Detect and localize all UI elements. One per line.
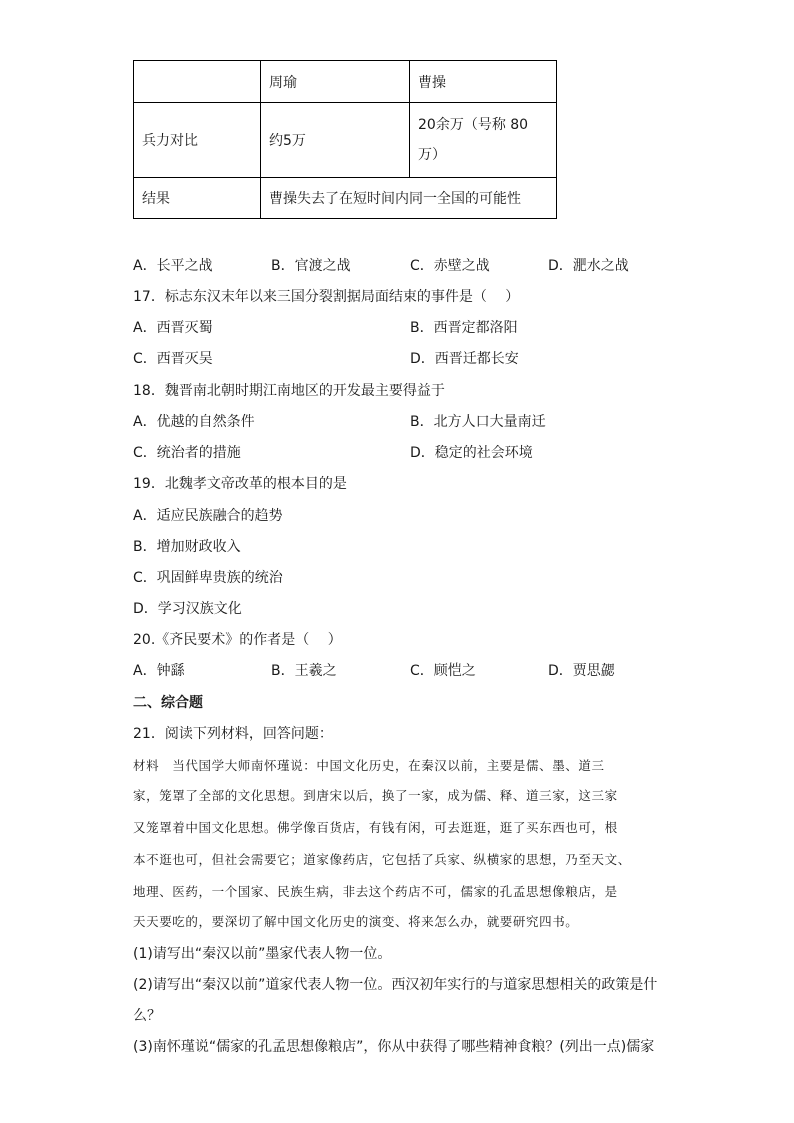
- option-b: B．增加财政收入: [133, 539, 241, 555]
- option-c: C．赤壁之战: [410, 258, 490, 274]
- option-b: B．王羲之: [271, 663, 337, 679]
- material-line: 本不逛也可，但社会需要它；道家像药店，它包括了兵家、纵横家的思想，乃至天文、: [133, 852, 631, 867]
- table-cell-result: 曹操失去了在短时间内同一全国的可能性: [261, 178, 557, 219]
- table-header-row: [134, 61, 557, 103]
- option-d: D．稳定的社会环境: [410, 445, 533, 461]
- table-cell-caocao-line2: 万）: [418, 147, 446, 163]
- option-a: A．西晋灭蜀: [133, 320, 213, 336]
- material-line: 天天要吃的，要深切了解中国文化历史的演变、将来怎么办，就要研究四书。: [133, 914, 579, 929]
- table-header-empty: [134, 61, 261, 103]
- table-row-strength: [134, 103, 557, 178]
- sub-question-3: (3)南怀瑾说“儒家的孔孟思想像粮店”，你从中获得了哪些精神食粮？(列出一点)儒家: [133, 1039, 655, 1055]
- option-a: A．适应民族融合的趋势: [133, 508, 283, 524]
- table-cell-zhouyu: 约5万: [261, 103, 410, 178]
- option-b: B．官渡之战: [271, 258, 351, 274]
- material-line: 材料 当代国学大师南怀瑾说：中国文化历史，在秦汉以前，主要是儒、墨、道三: [133, 758, 605, 773]
- option-c: C．统治者的措施: [133, 445, 241, 461]
- sub-question-1: (1)请写出“秦汉以前”墨家代表人物一位。: [133, 946, 392, 962]
- option-c: C．顾恺之: [410, 663, 476, 679]
- option-a: A．长平之战: [133, 258, 213, 274]
- option-b: B．北方人口大量南迁: [410, 414, 546, 430]
- table-cell-caocao: [410, 103, 557, 178]
- material-line: 家，笼罩了全部的文化思想。到唐宋以后，换了一家，成为儒、释、道三家，这三家: [133, 788, 618, 803]
- option-c: C．巩固鲜卑贵族的统治: [133, 570, 283, 586]
- question-18-stem: 18．魏晋南北朝时期江南地区的开发最主要得益于: [133, 383, 445, 399]
- material-line: 又笼罩着中国文化思想。佛学像百货店，有钱有闲，可去逛逛，逛了买东西也可，根: [133, 820, 618, 835]
- option-d: D．西晋迁都长安: [410, 351, 519, 367]
- option-a: A．优越的自然条件: [133, 414, 255, 430]
- sub-question-2-cont: 么？: [133, 1008, 161, 1024]
- question-19-stem: 19．北魏孝文帝改革的根本目的是: [133, 476, 347, 492]
- option-d: D．淝水之战: [548, 258, 629, 274]
- question-20-stem: 20.《齐民要术》的作者是（ ）: [133, 632, 342, 648]
- option-a: A．钟繇: [133, 663, 185, 679]
- table-header-zhouyu: 周瑜: [261, 61, 410, 103]
- sub-question-2: (2)请写出“秦汉以前”道家代表人物一位。西汉初年实行的与道家思想相关的政策是什: [133, 977, 658, 993]
- table-cell-label: 结果: [134, 178, 261, 219]
- option-d: D．贾思勰: [548, 663, 615, 679]
- question-21-stem: 21．阅读下列材料，回答问题：: [133, 726, 333, 742]
- option-b: B．西晋定都洛阳: [410, 320, 518, 336]
- option-c: C．西晋灭吴: [133, 351, 213, 367]
- battle-table: [133, 60, 557, 219]
- table-row-result: [134, 178, 557, 219]
- question-17-stem: 17．标志东汉末年以来三国分裂割据局面结束的事件是（ ）: [133, 289, 520, 305]
- table-cell-label: 兵力对比: [134, 103, 261, 178]
- table-cell-caocao-line1: 20余万（号称 80: [418, 117, 529, 133]
- section-heading: 二、综合题: [133, 695, 203, 711]
- option-d: D．学习汉族文化: [133, 601, 242, 617]
- material-line: 地理、医药，一个国家、民族生病，非去这个药店不可，儒家的孔孟思想像粮店，是: [133, 884, 618, 899]
- table-header-caocao: 曹操: [410, 61, 557, 103]
